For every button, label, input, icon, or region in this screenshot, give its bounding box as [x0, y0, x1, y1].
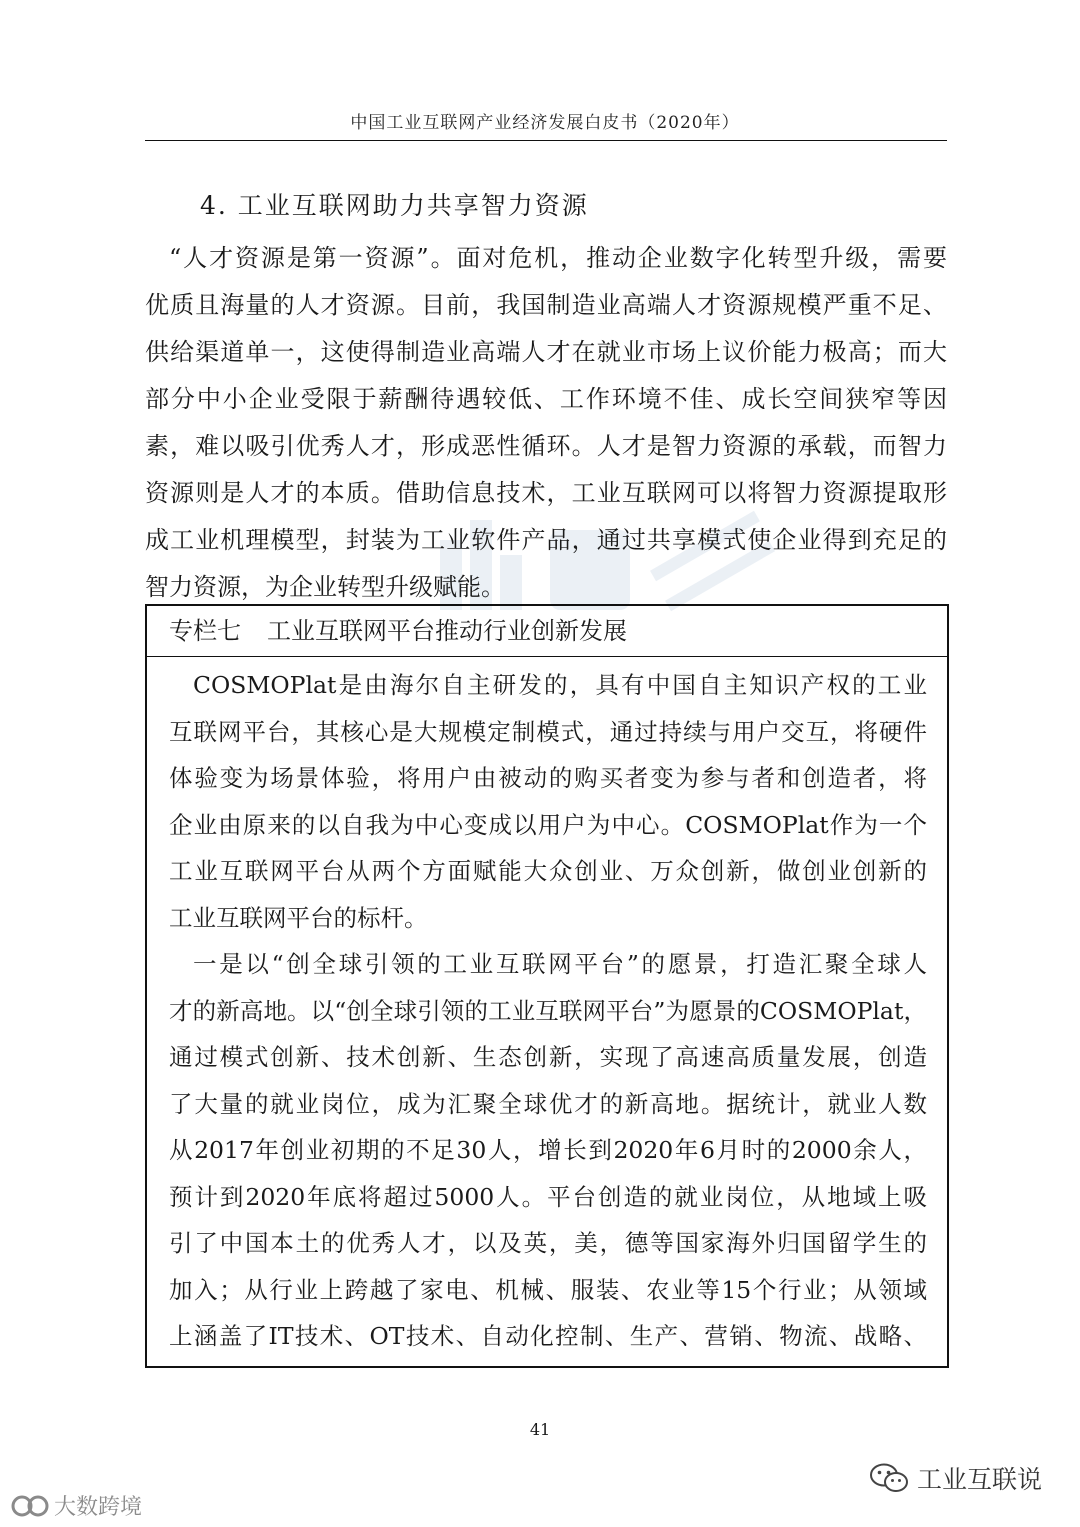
footer-left-text: 大数跨境	[54, 1495, 143, 1520]
box-paragraph-line: 才的新高地。以“创全球引领的工业互联网平台”为愿景的COSMOPlat，	[169, 996, 927, 1025]
wechat-icon	[869, 1462, 909, 1494]
paragraph-line: 优质且海量的人才资源。目前，我国制造业高端人才资源规模严重不足、	[145, 291, 947, 319]
box-paragraph-line: 引了中国本土的优秀人才，以及英，美，德等国家海外归国留学生的	[169, 1229, 927, 1257]
brand-logo-icon	[10, 1493, 50, 1519]
footer-right-brand	[869, 1460, 1042, 1496]
running-header: 中国工业互联网产业经济发展白皮书（2020年）	[350, 113, 740, 133]
box-paragraph-line: 了大量的就业岗位，成为汇聚全球优才的新高地。据统计，就业人数	[169, 1089, 927, 1118]
footer-right-text: 工业互联说	[916, 1465, 1042, 1494]
box-paragraph-line: 上涵盖了IT技术、OT技术、自动化控制、生产、营销、物流、战略、	[169, 1322, 927, 1350]
box-paragraph-line: 加入；从行业上跨越了家电、机械、服装、农业等15个行业；从领域	[169, 1275, 927, 1304]
box-paragraph-line: 从2017年创业初期的不足30人，增长到2020年6月时的2000余人，	[169, 1136, 927, 1164]
section-paragraph	[145, 235, 947, 611]
box-paragraph-line: 工业互联网平台从两个方面赋能大众创业、万众创新，做创业创新的	[169, 857, 927, 885]
box-paragraph-line: 企业由原来的以自我为中心变成以用户为中心。COSMOPlat作为一个	[169, 810, 927, 839]
box-paragraph-line: 工业互联网平台的标杆。	[169, 903, 428, 932]
column-box-body	[169, 662, 927, 1360]
column-box	[145, 604, 949, 1368]
paragraph-line: 供给渠道单一，这使得制造业高端人才在就业市场上议价能力极高；而大	[145, 338, 947, 366]
paragraph-line: “人才资源是第一资源”。面对危机，推动企业数字化转型升级，需要	[169, 244, 947, 272]
column-box-label: 专栏七	[169, 617, 241, 645]
box-paragraph-line: 一是以“创全球引领的工业互联网平台”的愿景，打造汇聚全球人	[193, 950, 927, 978]
paragraph-line: 资源则是人才的本质。借助信息技术，工业互联网可以将智力资源提取形	[145, 479, 947, 507]
column-box-heading: 工业互联网平台推动行业创新发展	[267, 617, 627, 645]
paragraph-line: 智力资源，为企业转型升级赋能。	[145, 573, 505, 601]
box-paragraph-line: 通过模式创新、技术创新、生态创新，实现了高速高质量发展，创造	[169, 1043, 927, 1071]
section-heading: 4. 工业互联网助力共享智力资源	[200, 191, 589, 220]
header-rule	[145, 140, 947, 141]
paragraph-line: 素，难以吸引优秀人才，形成恶性循环。人才是智力资源的承载，而智力	[145, 432, 947, 460]
footer-left-brand	[10, 1490, 142, 1521]
column-box-title	[147, 606, 947, 657]
box-paragraph-line: COSMOPlat是由海尔自主研发的，具有中国自主知识产权的工业	[193, 671, 927, 699]
paragraph-line: 部分中小企业受限于薪酬待遇较低、工作环境不佳、成长空间狭窄等因	[145, 385, 947, 413]
box-paragraph-line: 预计到2020年底将超过5000人。平台创造的就业岗位，从地域上吸	[169, 1182, 927, 1211]
paragraph-line: 成工业机理模型，封装为工业软件产品，通过共享模式使企业得到充足的	[145, 526, 947, 554]
page-number: 41	[529, 1420, 551, 1439]
box-paragraph-line: 体验变为场景体验，将用户由被动的购买者变为参与者和创造者，将	[169, 764, 927, 792]
box-paragraph-line: 互联网平台，其核心是大规模定制模式，通过持续与用户交互，将硬件	[169, 717, 927, 746]
